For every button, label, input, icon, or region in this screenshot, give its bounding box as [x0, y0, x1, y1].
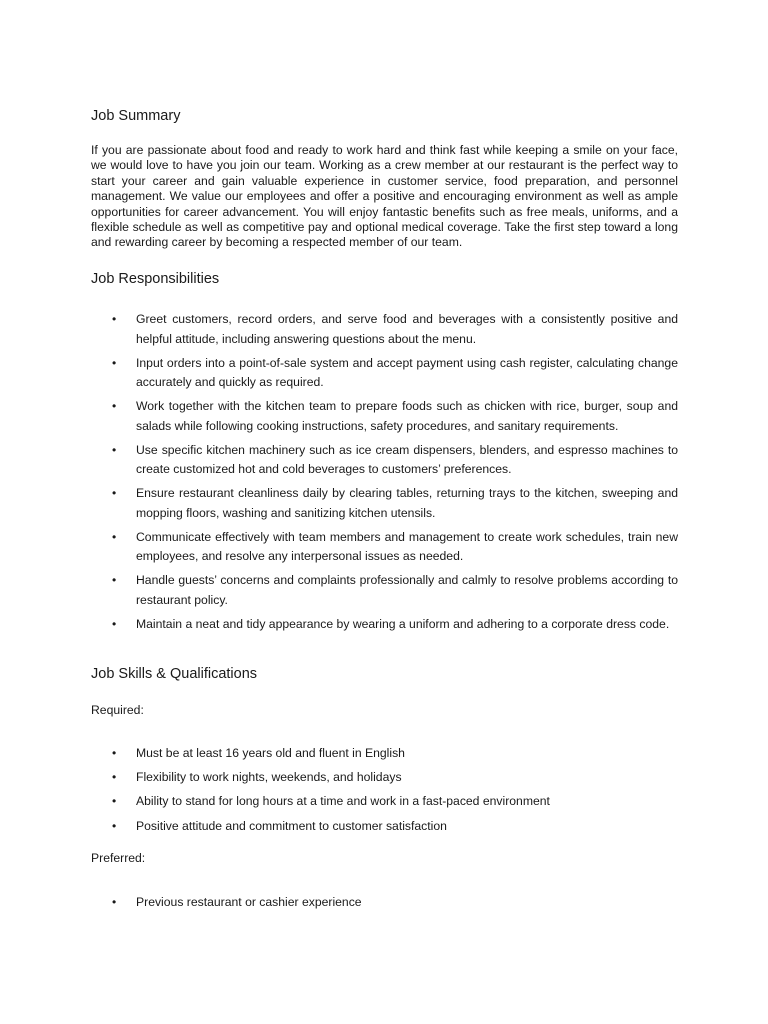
bullet-icon: • — [112, 818, 117, 833]
bullet-icon: • — [112, 746, 117, 760]
list-item-text: Maintain a neat and tidy appearance by wearing a uniform and adhering to a corporate dress code. — [136, 617, 670, 632]
list-item — [91, 441, 678, 480]
job-summary-text: If you are passionate about food and ready to work hard and think fast while keeping a smile on your face, we would love to have you join our team. Working as a crew member at our restaurant is the perfect way to start your career and gain valuable experience in customer service, food preparation, and personnel management. We value our employees and offer a positive and encouraging environment as well as ample opportunities for career advancement. You will enjoy fantastic benefits such as free meals, uniforms, and a flexible schedule as well as competitive pay and optional medical coverage. Take the first step toward a long and rewarding career by becoming a respected member of our team. — [91, 143, 678, 250]
bullet-icon: • — [112, 312, 117, 326]
responsibilities-list — [91, 310, 678, 639]
list-item — [91, 768, 678, 788]
bullet-icon: • — [112, 770, 117, 785]
list-item-text: Input orders into a point-of-sale system and accept payment using cash register, calculating change accurately and quickly as required. — [136, 355, 678, 390]
list-item — [91, 744, 678, 764]
list-item-text: Previous restaurant or cashier experience — [136, 895, 362, 909]
bullet-icon: • — [112, 617, 117, 632]
bullet-icon: • — [112, 355, 117, 370]
job-summary-heading: Job Summary — [91, 108, 181, 124]
bullet-icon: • — [112, 529, 117, 544]
list-item — [91, 484, 678, 523]
bullet-icon: • — [112, 895, 117, 909]
list-item — [91, 528, 678, 567]
list-item — [91, 397, 678, 436]
list-item-text: Use specific kitchen machinery such as ice cream dispensers, blenders, and espresso machines to create customized hot and cold beverages to customers’ preferences. — [136, 442, 678, 477]
list-item — [91, 817, 678, 837]
job-skills-heading: Job Skills & Qualifications — [91, 666, 258, 682]
list-item — [91, 354, 678, 393]
list-item — [91, 571, 678, 610]
preferred-list — [91, 893, 678, 913]
list-item-text: Must be at least 16 years old and fluent in English — [136, 746, 405, 760]
list-item-text: Flexibility to work nights, weekends, and holidays — [136, 770, 402, 785]
required-label: Required: — [91, 703, 144, 717]
job-responsibilities-heading: Job Responsibilities — [91, 271, 220, 287]
list-item-text: Handle guests’ concerns and complaints professionally and calmly to resolve problems according to restaurant policy. — [136, 573, 678, 608]
list-item — [91, 893, 678, 913]
list-item-text: Positive attitude and commitment to customer satisfaction — [136, 818, 447, 833]
list-item-text: Ability to stand for long hours at a time and work in a fast-paced environment — [136, 794, 550, 809]
bullet-icon: • — [112, 794, 117, 809]
list-item-text: Work together with the kitchen team to prepare foods such as chicken with rice, burger, soup and salads while following cooking instructions, safety procedures, and sanitary requirements. — [136, 399, 678, 433]
list-item-text: Ensure restaurant cleanliness daily by clearing tables, returning trays to the kitchen, sweeping and mopping floors, washing and sanitizing kitchen utensils. — [136, 486, 678, 520]
bullet-icon: • — [112, 399, 117, 414]
list-item-text: Greet customers, record orders, and serve food and beverages with a consistently positive and helpful attitude, including answering questions about the menu. — [136, 312, 678, 346]
list-item-text: Communicate effectively with team members and management to create work schedules, train new employees, and resolve any interpersonal issues as needed. — [136, 529, 678, 564]
bullet-icon: • — [112, 573, 117, 588]
list-item — [91, 310, 678, 349]
list-item — [91, 615, 678, 635]
preferred-label: Preferred: — [91, 851, 146, 865]
bullet-icon: • — [112, 442, 117, 457]
bullet-icon: • — [112, 486, 117, 501]
list-item — [91, 792, 678, 812]
required-list — [91, 744, 678, 841]
